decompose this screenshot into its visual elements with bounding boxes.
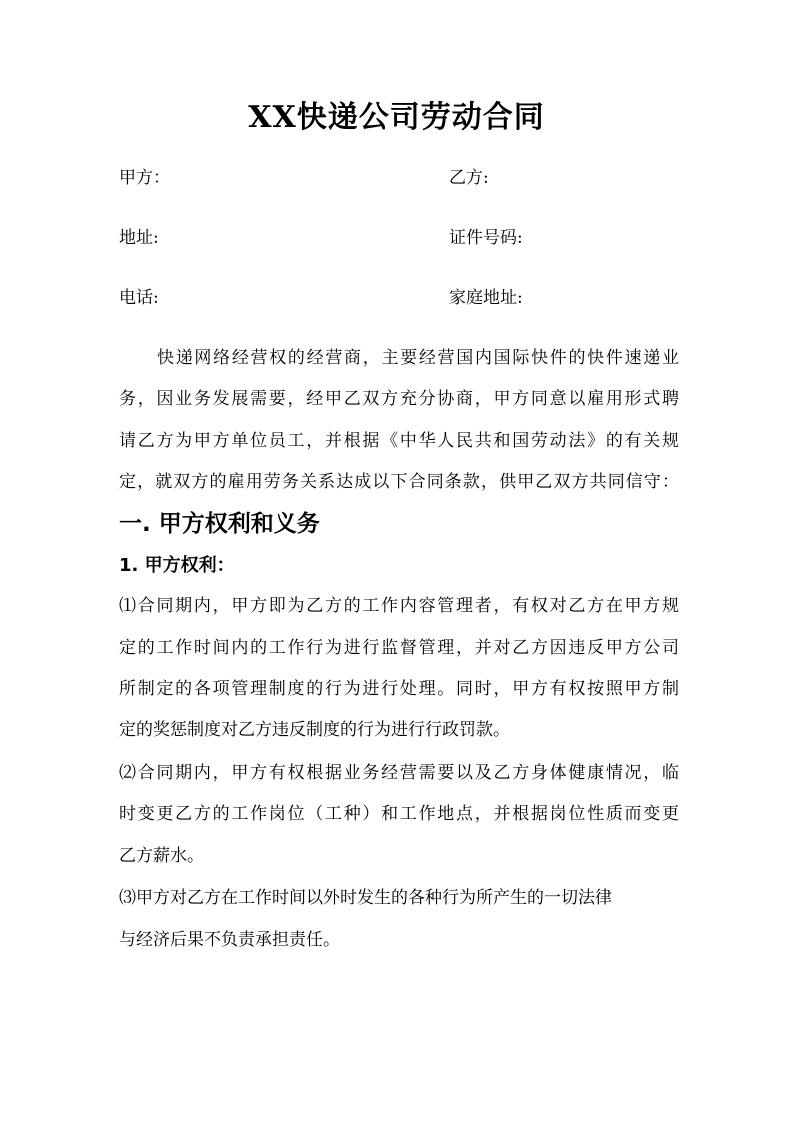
clause-line: 与经济后果不负责承担责任。 bbox=[119, 930, 340, 950]
clause-line: 定的奖惩制度对乙方违反制度的行为进行行政罚款。 bbox=[119, 720, 510, 740]
intro-line: 请乙方为甲方单位员工，并根据《中华人民共和国劳动法》的有关规 bbox=[119, 431, 679, 451]
party-a-address-label: 地址: bbox=[119, 228, 159, 248]
clause-line: ⑶甲方对乙方在工作时间以外时发生的各种行为所产生的一切法律 bbox=[119, 888, 612, 908]
clause-line: 所制定的各项管理制度的行为进行处理。同时，甲方有权按照甲方制 bbox=[119, 679, 679, 699]
party-b-home-address-label: 家庭地址: bbox=[449, 288, 523, 308]
clause-line: ⑵合同期内，甲方有权根据业务经营需要以及乙方身体健康情况，临 bbox=[119, 763, 679, 783]
party-b-label: 乙方: bbox=[449, 168, 489, 188]
clause-line: ⑴合同期内，甲方即为乙方的工作内容管理者，有权对乙方在甲方规 bbox=[119, 596, 679, 616]
party-b-id-number-label: 证件号码: bbox=[449, 228, 523, 248]
party-a-label: 甲方： bbox=[119, 168, 170, 188]
intro-line: 定，就双方的雇用劳务关系达成以下合同条款，供甲乙双方共同信守： bbox=[119, 472, 679, 492]
clause-line: 乙方薪水。 bbox=[119, 846, 204, 866]
clause-line: 定的工作时间内的工作行为进行监督管理，并对乙方因违反甲方公司 bbox=[119, 638, 679, 658]
document-title: XX快递公司劳动合同 bbox=[248, 100, 545, 135]
intro-line: 快递网络经营权的经营商，主要经营国内国际快件的快件速递业 bbox=[157, 348, 679, 368]
section-heading: 一. 甲方权利和义务 bbox=[119, 511, 320, 537]
party-a-phone-label: 电话: bbox=[119, 288, 159, 308]
clause-line: 时变更乙方的工作岗位（工种）和工作地点，并根据岗位性质而变更 bbox=[119, 804, 679, 824]
intro-line: 务，因业务发展需要，经甲乙双方充分协商，甲方同意以雇用形式聘 bbox=[119, 389, 679, 409]
subsection-heading: 1. 甲方权利： bbox=[119, 555, 235, 576]
